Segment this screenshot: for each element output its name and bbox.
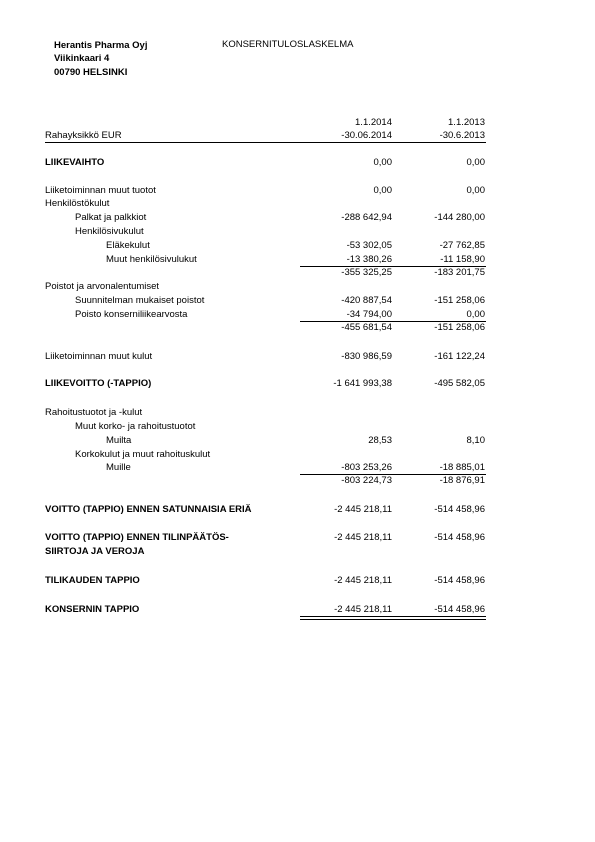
value-cell: 0,00 xyxy=(466,185,485,196)
row-label-korkokulut: Korkokulut ja muut rahoituskulut xyxy=(75,449,211,460)
value-cell: 8,10 xyxy=(466,435,485,446)
value-cell: 0,00 xyxy=(466,157,485,168)
row-label-muut-kulut: Liiketoiminnan muut kulut xyxy=(45,351,153,362)
value-cell: 28,53 xyxy=(368,435,392,446)
subtotal-cell: -151 258,06 xyxy=(434,322,485,333)
value-cell: -1 641 993,38 xyxy=(333,378,392,389)
value-cell: -18 885,01 xyxy=(439,462,485,473)
row-label-ennen-satunnaisia: VOITTO (TAPPIO) ENNEN SATUNNAISIA ERIÄ xyxy=(45,504,252,515)
value-cell: 0,00 xyxy=(373,157,392,168)
row-label-muilta: Muilta xyxy=(106,435,132,446)
row-label-ennen-tilinpaatos-line2: SIIRTOJA JA VEROJA xyxy=(45,546,145,557)
value-cell: 0,00 xyxy=(373,185,392,196)
value-cell: -2 445 218,11 xyxy=(334,504,392,515)
value-cell: -2 445 218,11 xyxy=(334,575,392,586)
subtotal-cell: -18 876,91 xyxy=(439,475,485,486)
value-cell: -53 302,05 xyxy=(346,240,392,251)
subtotal-cell: -183 201,75 xyxy=(434,267,485,278)
value-cell: -27 762,85 xyxy=(439,240,485,251)
total-double-rule-bottom xyxy=(300,619,486,620)
row-label-sivukulut: Henkilösivukulut xyxy=(75,226,144,237)
row-label-konserniliikearvo: Poisto konserniliikearvosta xyxy=(75,309,188,320)
row-label-palkat: Palkat ja palkkiot xyxy=(75,212,147,223)
header-rule xyxy=(45,142,486,143)
row-label-muille: Muille xyxy=(106,462,131,473)
subtotal-cell: -355 325,25 xyxy=(341,267,392,278)
row-label-elakekulut: Eläkekulut xyxy=(106,240,150,251)
value-cell: -11 158,90 xyxy=(440,254,485,265)
unit-label: Rahayksikkö EUR xyxy=(45,130,122,141)
value-cell: -34 794,00 xyxy=(346,309,392,320)
value-cell: -151 258,06 xyxy=(434,295,485,306)
company-postal: 00790 HELSINKI xyxy=(54,67,128,78)
row-label-liikevaihto: LIIKEVAIHTO xyxy=(45,157,105,168)
value-cell: -495 582,05 xyxy=(434,378,485,389)
col2-header-line1: 1.1.2013 xyxy=(448,117,485,128)
total-double-rule-top xyxy=(300,616,486,617)
col1-header-line1: 1.1.2014 xyxy=(355,117,392,128)
row-label-muut-tuotot: Liiketoiminnan muut tuotot xyxy=(45,185,156,196)
value-cell: -161 122,24 xyxy=(434,351,485,362)
value-cell: -803 253,26 xyxy=(341,462,392,473)
row-label-muut-henk: Muut henkilösivulukut xyxy=(106,254,197,265)
company-street: Viikinkaari 4 xyxy=(54,53,110,64)
company-name: Herantis Pharma Oyj xyxy=(54,40,148,51)
value-cell: -420 887,54 xyxy=(341,295,392,306)
document-title: KONSERNITULOSLASKELMA xyxy=(222,39,354,50)
value-cell: -13 380,26 xyxy=(346,254,392,265)
subtotal-cell: -455 681,54 xyxy=(341,322,392,333)
value-cell: -514 458,96 xyxy=(434,504,485,515)
row-label-liikevoitto: LIIKEVOITTO (-TAPPIO) xyxy=(45,378,152,389)
value-cell: 0,00 xyxy=(466,309,485,320)
value-cell: -288 642,94 xyxy=(341,212,392,223)
row-label-korkotuotot: Muut korko- ja rahoitustuotot xyxy=(75,421,196,432)
value-cell: -830 986,59 xyxy=(341,351,392,362)
row-label-poistot: Poistot ja arvonalentumiset xyxy=(45,281,160,292)
row-label-henkilostokulut: Henkilöstökulut xyxy=(45,198,110,209)
value-cell: -514 458,96 xyxy=(434,604,485,615)
value-cell: -514 458,96 xyxy=(434,575,485,586)
value-cell: -2 445 218,11 xyxy=(334,532,392,543)
row-label-konsernin: KONSERNIN TAPPIO xyxy=(45,604,140,615)
row-label-ennen-tilinpaatos-line1: VOITTO (TAPPIO) ENNEN TILINPÄÄTÖS- xyxy=(45,532,229,543)
value-cell: -2 445 218,11 xyxy=(334,604,392,615)
subtotal-cell: -803 224,73 xyxy=(341,475,392,486)
value-cell: -144 280,00 xyxy=(434,212,485,223)
col1-header-line2: -30.06.2014 xyxy=(341,130,392,141)
row-label-tilikauden: TILIKAUDEN TAPPIO xyxy=(45,575,140,586)
value-cell: -514 458,96 xyxy=(434,532,485,543)
row-label-rahoitus: Rahoitustuotot ja -kulut xyxy=(45,407,143,418)
row-label-suunnitelman: Suunnitelman mukaiset poistot xyxy=(75,295,205,306)
col2-header-line2: -30.6.2013 xyxy=(439,130,485,141)
